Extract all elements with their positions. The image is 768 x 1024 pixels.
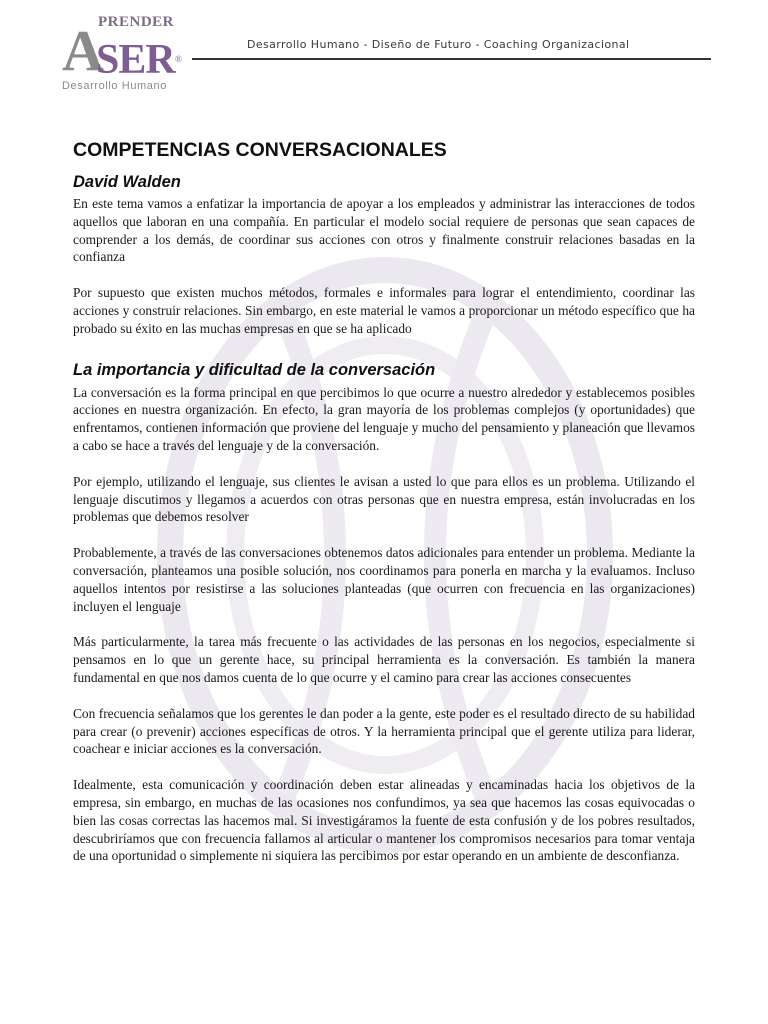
document-body [73,138,695,883]
section-paragraph-1: La conversación es la forma principal en que percibimos lo que ocurre a nuestro alrededor y establecemos posibles acciones en nuestra organización. En efecto, la gran mayoría de los problemas complejos (y oportunidades) que enfrentamos, contienen información que proviene del lenguaje y mucho del pensamiento y planeación que llevamos a cabo se hace a través del lenguaje y de la conversación. [73,384,695,453]
section-paragraph-3: Probablemente, a través de las conversaciones obtenemos datos adicionales para entender un problema. Mediante la conversación, planteamos una posible solución, nos coordinamos para ponerla en marcha y la evaluamos. Incluso aquellos intentos por resistirse a las soluciones planteadas (que ocurren con frecuencia en las organizaciones) incluyen el lenguaje [73,545,695,614]
section-paragraph-5: Con frecuencia señalamos que los gerentes le dan poder a la gente, este poder es el resultado directo de su habilidad para crear (o prevenir) acciones específicas de otros. Y la herramienta principal que el gerente utiliza para liderar, coachear e iniciar acciones es la conversación. [73,705,695,757]
header-divider [192,58,711,60]
section-paragraph-6: Idealmente, esta comunicación y coordinación deben estar alineadas y encaminadas hacia los objetivos de la empresa, sin embargo, en muchas de las ocasiones nos confundimos, ya sea que hacemos las cosas equivocadas o bien las cosas correctas las hacemos mal. Si investigáramos la fuente de esta confusión y de los pobres resultados, descubriríamos que con frecuencia fallamos al articular o mantener los compromisos necesarios para tomar ventaja de una oportunidad o simplemente ni siquiera las percibimos por estar operando en un ambiente de desconfianza. [73,777,695,864]
header-tagline: Desarrollo Humano - Diseño de Futuro - Coaching Organizacional [247,38,630,51]
section-paragraph-2: Por ejemplo, utilizando el lenguaje, sus clientes le avisan a usted lo que para ellos es un problema. Utilizando el lenguaje discutimos y llegamos a acuerdos con otras personas que en nuestra empresa, están involucradas en los problemas que debemos resolver [73,473,695,525]
logo-a-letter: A [62,18,104,83]
page-header [0,0,768,100]
document-author: David Walden [73,173,181,191]
intro-paragraph-1: En este tema vamos a enfatizar la importancia de apoyar a los empleados y administrar las interacciones de todos aquellos que laboran en una compañía. En particular el modelo social requiere de personas que sean capaces de comprender a los demás, de coordinar sus acciones con otros y finalmente construir relaciones basadas en la confianza [73,196,695,265]
logo-ser-text: SER [96,37,175,83]
section-heading: La importancia y dificultad de la conversación [73,360,436,379]
logo-subtitle: Desarrollo Humano [62,80,167,92]
logo-registered-mark: ® [175,54,182,64]
document-title: COMPETENCIAS CONVERSACIONALES [73,139,447,161]
logo-prender-text: PRENDER [98,14,175,30]
intro-paragraph-2: Por supuesto que existen muchos métodos, formales e informales para lograr el entendimiento, coordinar las acciones y construir relaciones. Sin embargo, en este material le vamos a proporcionar un método específico que ha probado su éxito en las muchas empresas en que se ha aplicado [73,285,695,336]
section-paragraph-4: Más particularmente, la tarea más frecuente o las actividades de las personas en los negocios, especialmente si pensamos en lo que un gerente hace, su principal herramienta es la conversación. Es también la manera fundamental en que nos damos cuenta de lo que ocurre y el camino para crear las acciones consecuentes [73,634,695,685]
aprender-a-ser-logo [58,14,188,94]
